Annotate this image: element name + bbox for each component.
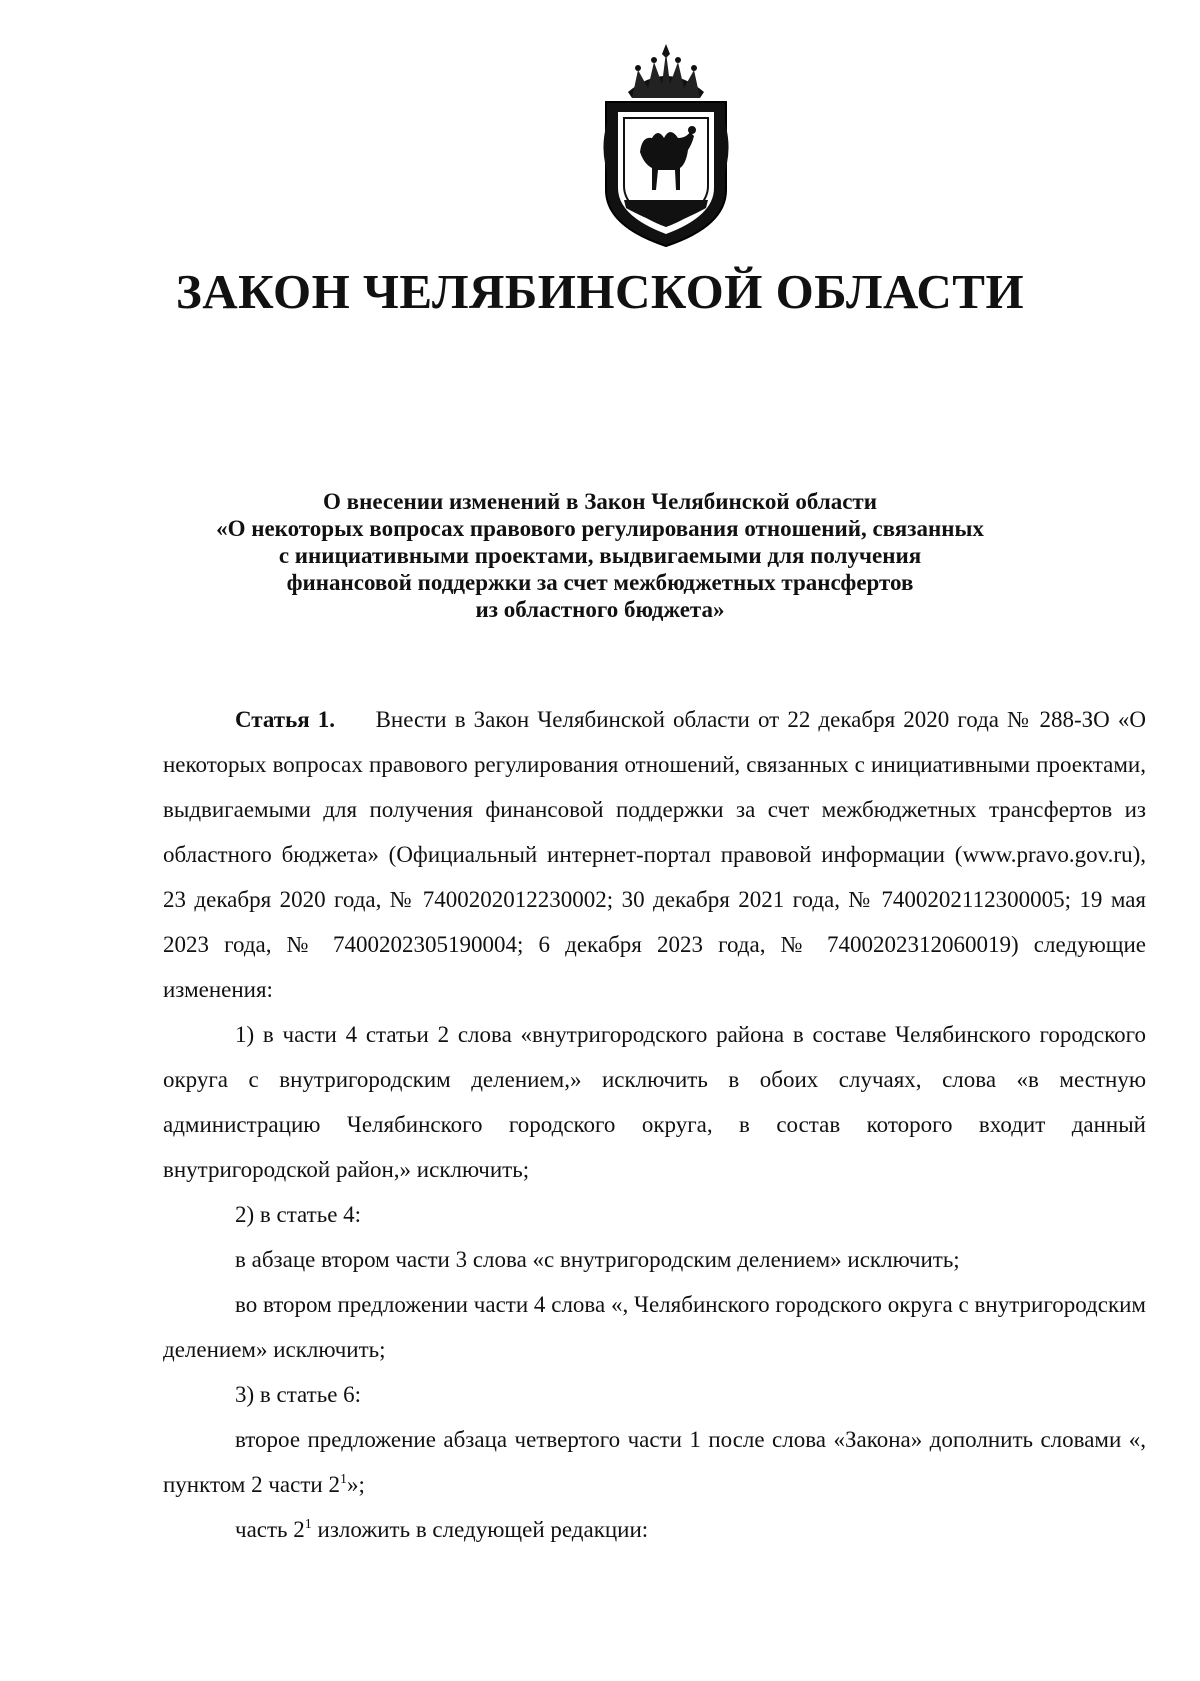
amendment-item-text: изложить в следующей редакции: bbox=[311, 1517, 649, 1542]
article-text: Внести в Закон Челябинской области от 22 декабря 2020 года № 288-ЗО «О некоторых вопросах правового регулирования отношений, связанных с инициативными проектами, выдвигаемыми для получения финансовой поддержки за счет межбюджетных трансфертов из областного бюджета» (Официальный интернет-портал правовой информации (www.pravo.gov.ru), 23 декабря 2020 года, № 7400202012230002; 30 декабря 2021 года, № 7400202112300005; 19 мая 2023 года, № 7400202305190004; 6 декабря 2023 года, № 7400202312060019) следующие изменения: bbox=[163, 707, 1146, 1002]
amendment-item: 3) в статье 6: bbox=[235, 1382, 362, 1407]
amendment-title-line: из областного бюджета» bbox=[475, 597, 725, 622]
chelyabinsk-coat-of-arms-icon bbox=[588, 40, 744, 252]
amendment-item-text: »; bbox=[346, 1472, 365, 1497]
amendment-item: 1) в части 4 статьи 2 слова «внутригородского района в составе Челябинского городского округа с внутригородским делением,» исключить в обоих случаях, слова «в местную администрацию Челябинского городского округа, в состав которого входит данный внутригородской район,» исключить; bbox=[163, 1022, 1146, 1182]
amendment-title-line: финансовой поддержки за счет межбюджетных трансфертов bbox=[286, 570, 914, 595]
amendment-item-text: второе предложение абзаца четвертого части 1 после слова «Закона» дополнить словами «, пунктом 2 части 2 bbox=[163, 1427, 1146, 1497]
amendment-title-line: О внесении изменений в Закон Челябинской области bbox=[323, 489, 877, 514]
amendment-title-line: с инициативными проектами, выдвигаемыми для получения bbox=[278, 543, 922, 568]
superscript: 1 bbox=[339, 1472, 347, 1487]
amendment-item-text: часть 2 bbox=[235, 1517, 305, 1542]
amendment-item: во втором предложении части 4 слова «, Челябинского городского округа с внутригородским делением» исключить; bbox=[163, 1292, 1146, 1362]
amendment-item: 2) в статье 4: bbox=[235, 1202, 362, 1227]
amendment-title-line: «О некоторых вопросах правового регулирования отношений, связанных bbox=[216, 516, 984, 541]
superscript: 1 bbox=[304, 1517, 312, 1532]
law-title: ЗАКОН ЧЕЛЯБИНСКОЙ ОБЛАСТИ bbox=[175, 264, 1025, 319]
article-1-paragraph bbox=[163, 697, 1146, 1012]
amendment-item bbox=[163, 1507, 1146, 1552]
amendment-item bbox=[163, 1417, 1146, 1507]
article-label: Статья 1. bbox=[235, 707, 336, 732]
document-body bbox=[163, 697, 1146, 1552]
amendment-title bbox=[100, 488, 1100, 623]
amendment-item: в абзаце втором части 3 слова «с внутригородским делением» исключить; bbox=[235, 1247, 960, 1272]
